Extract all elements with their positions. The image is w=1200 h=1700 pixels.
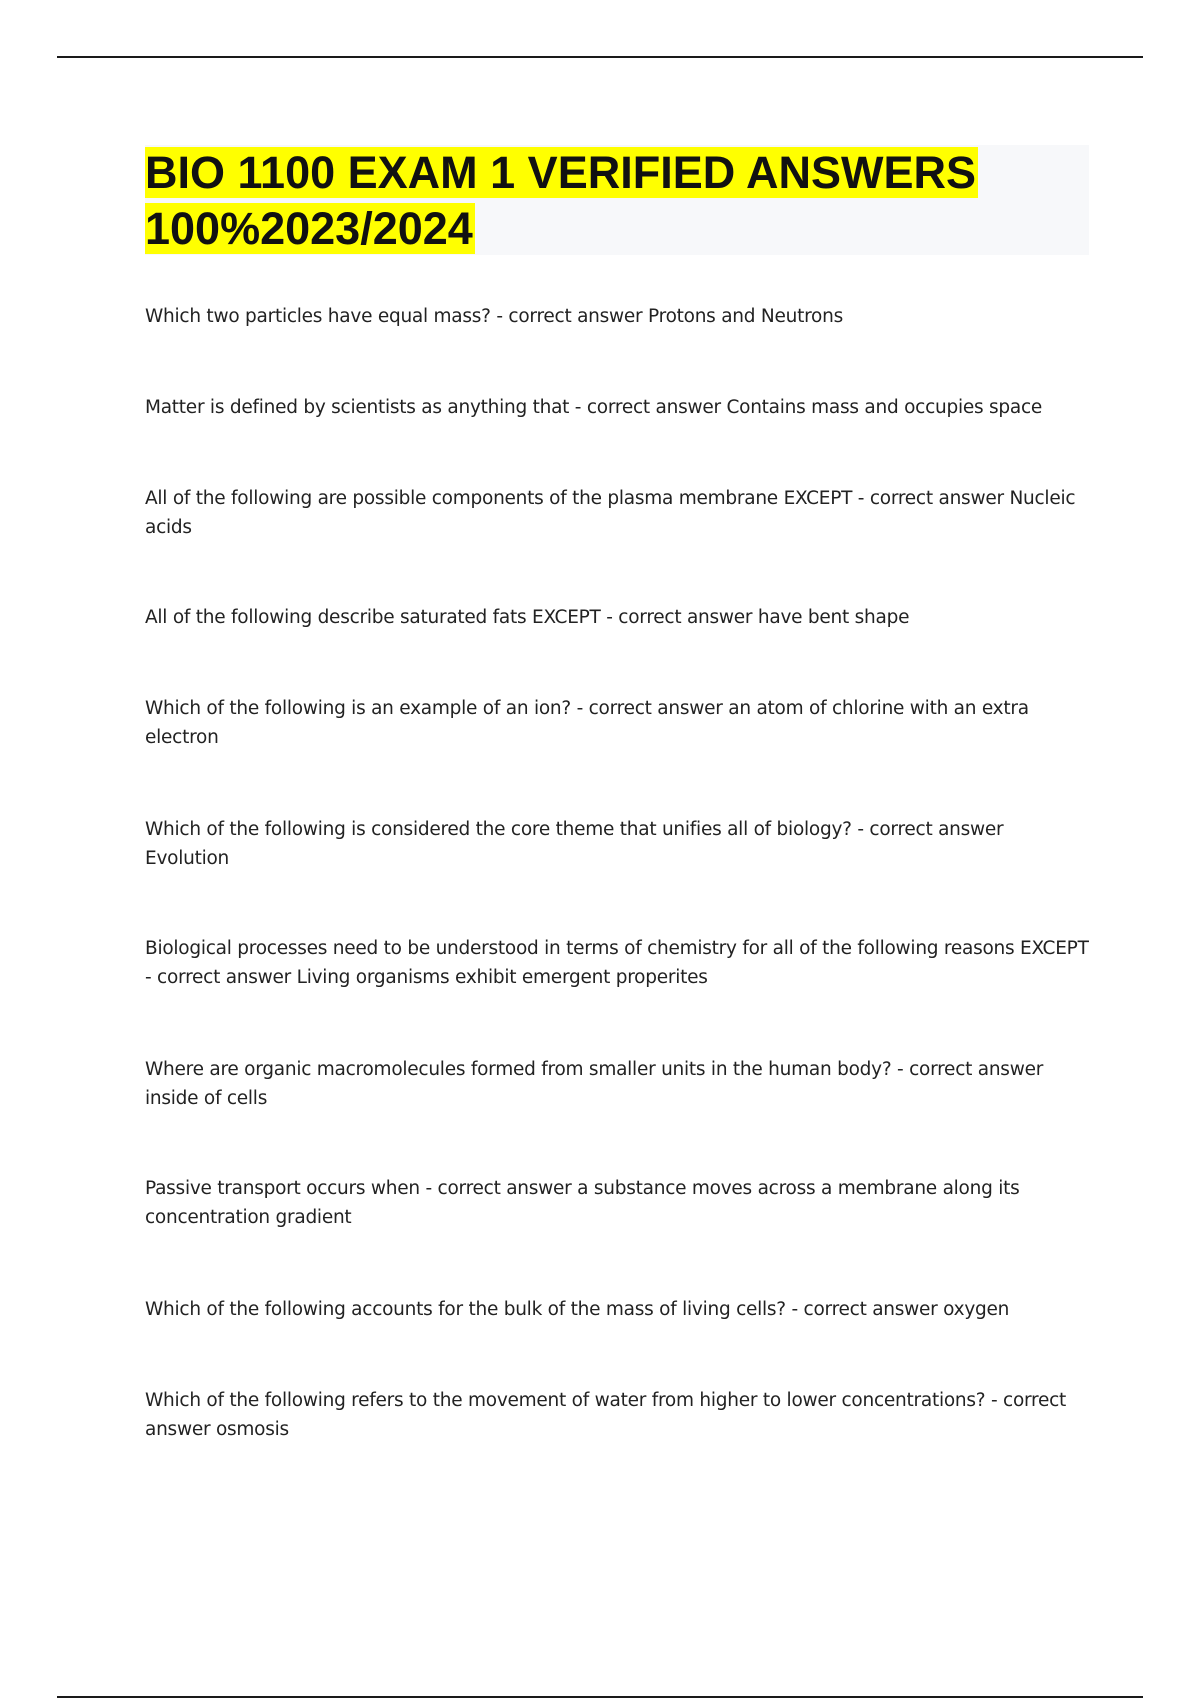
qa-item-6: Which of the following is considered the core theme that unifies all of biology? - correct answer Evolution (145, 819, 1004, 869)
qa-item-7: Biological processes need to be understood in terms of chemistry for all of the following reasons EXCEPT - correct answer Living organisms exhibit emergent properites (145, 938, 1089, 988)
qa-item-11: Which of the following refers to the movement of water from higher to lower concentrations? - correct answer osmosis (145, 1390, 1067, 1440)
document-title (145, 145, 1089, 257)
qa-item-4: All of the following describe saturated fats EXCEPT - correct answer have bent shape (145, 607, 910, 628)
qa-item-8: Where are organic macromolecules formed from smaller units in the human body? - correct answer inside of cells (145, 1059, 1044, 1109)
qa-item-9: Passive transport occurs when - correct answer a substance moves across a membrane along its concentration gradient (145, 1178, 1020, 1228)
qa-item-2: Matter is defined by scientists as anything that - correct answer Contains mass and occupies space (145, 397, 1043, 418)
bottom-rule (57, 1696, 1143, 1698)
qa-item-3: All of the following are possible components of the plasma membrane EXCEPT - correct answer Nucleic acids (145, 488, 1076, 538)
title-highlight: BIO 1100 EXAM 1 VERIFIED ANSWERS 100%2023/2024 (145, 147, 977, 254)
qa-item-5: Which of the following is an example of an ion? - correct answer an atom of chlorine with an extra electron (145, 698, 1029, 748)
qa-item-1: Which two particles have equal mass? - correct answer Protons and Neutrons (145, 306, 843, 327)
qa-item-10: Which of the following accounts for the bulk of the mass of living cells? - correct answer oxygen (145, 1299, 1010, 1320)
top-rule (57, 56, 1143, 58)
title-block (145, 145, 1089, 255)
